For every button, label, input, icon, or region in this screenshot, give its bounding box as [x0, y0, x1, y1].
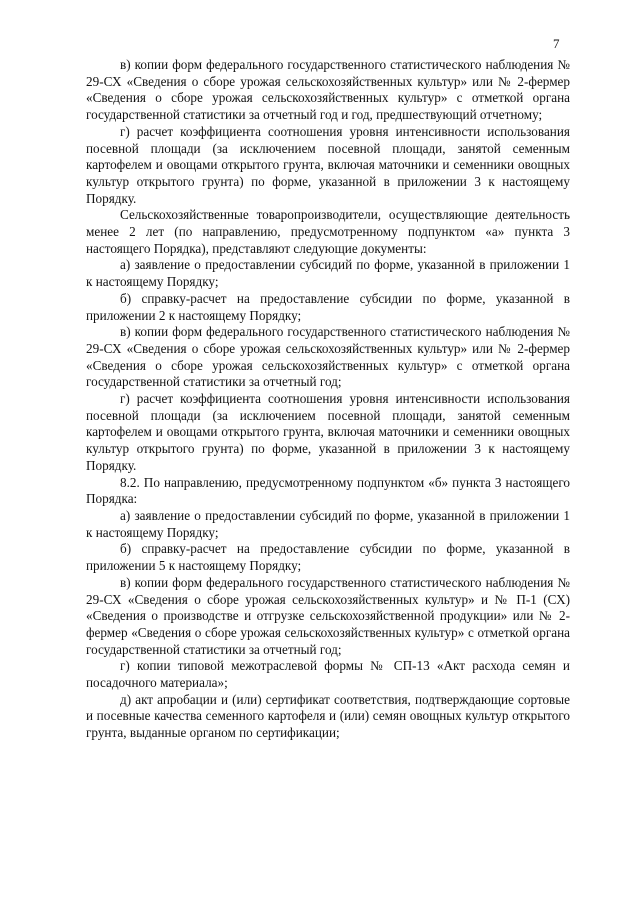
paragraph-b-calculation-1: б) справку-расчет на предоставление субсидии по форме, указанной в приложении 2 к настоящему Порядку;	[86, 290, 570, 323]
paragraph-producers-under-2-years: Сельскохозяйственные товаропроизводители, осуществляющие деятельность менее 2 лет (по направлению, предусмотренному подпунктом «а» пункта 3 настоящего Порядка), представляют следующие документы:	[86, 207, 570, 256]
paragraph-g-coefficient-2: г) расчет коэффициента соотношения уровня интенсивности использования посевной площади (за исключением посевной площади, занятой семенным картофелем и овощами открытого грунта, включая маточники и семенники овощных культур открытого грунта) по форме, указанной в приложении 3 к настоящему Порядку.	[86, 391, 570, 473]
paragraph-b-calculation-2: б) справку-расчет на предоставление субсидии по форме, указанной в приложении 5 к настоящему Порядку;	[86, 541, 570, 574]
paragraph-g-coefficient-1: г) расчет коэффициента соотношения уровня интенсивности использования посевной площади (за исключением посевной площади, занятой семенным картофелем и овощами открытого грунта, включая маточники и семенники овощных культур открытого грунта) по форме, указанной в приложении 3 к настоящему Порядку.	[86, 123, 570, 206]
paragraph-v-forms-3: в) копии форм федерального государственного статистического наблюдения № 29-СХ «Сведения о сборе урожая сельскохозяйственных культур» и № П-1 (СХ) «Сведения о производстве и отгрузке сельскохозяйственной продукции» или № 2-фермер «Сведения о сборе урожая сельскохозяйственных культур» с отметкой органа государственной статистики за отчетный год;	[86, 574, 570, 657]
page-number: 7	[553, 36, 560, 51]
paragraph-g-sp13-form: г) копии типовой межотраслевой формы № СП-13 «Акт расхода семян и посадочного материала»;	[86, 658, 570, 691]
paragraph-v-forms-1: в) копии форм федерального государственного статистического наблюдения № 29-СХ «Сведения о сборе урожая сельскохозяйственных культур» или № 2-фермер «Сведения о сборе урожая сельскохозяйственных культур» с отметкой органа государственной статистики за отчетный год и год, предшествующий отчетному;	[86, 57, 570, 123]
paragraph-8-2-heading: 8.2. По направлению, предусмотренному подпунктом «б» пункта 3 настоящего Порядка:	[86, 474, 570, 507]
paragraph-v-forms-2: в) копии форм федерального государственного статистического наблюдения № 29-СХ «Сведения о сборе урожая сельскохозяйственных культур» или № 2-фермер «Сведения о сборе урожая сельскохозяйственных культур» с отметкой органа государственной статистики за отчетный год;	[86, 324, 570, 390]
document-body	[86, 57, 570, 742]
paragraph-a-application-1: а) заявление о предоставлении субсидий по форме, указанной в приложении 1 к настоящему Порядку;	[86, 257, 570, 290]
paragraph-d-certificate: д) акт апробации и (или) сертификат соответствия, подтверждающие сортовые и посевные качества семенного картофеля и (или) семян овощных культур открытого грунта, выданные органом по сертификации;	[86, 691, 570, 741]
paragraph-a-application-2: а) заявление о предоставлении субсидий по форме, указанной в приложении 1 к настоящему Порядку;	[86, 507, 570, 540]
